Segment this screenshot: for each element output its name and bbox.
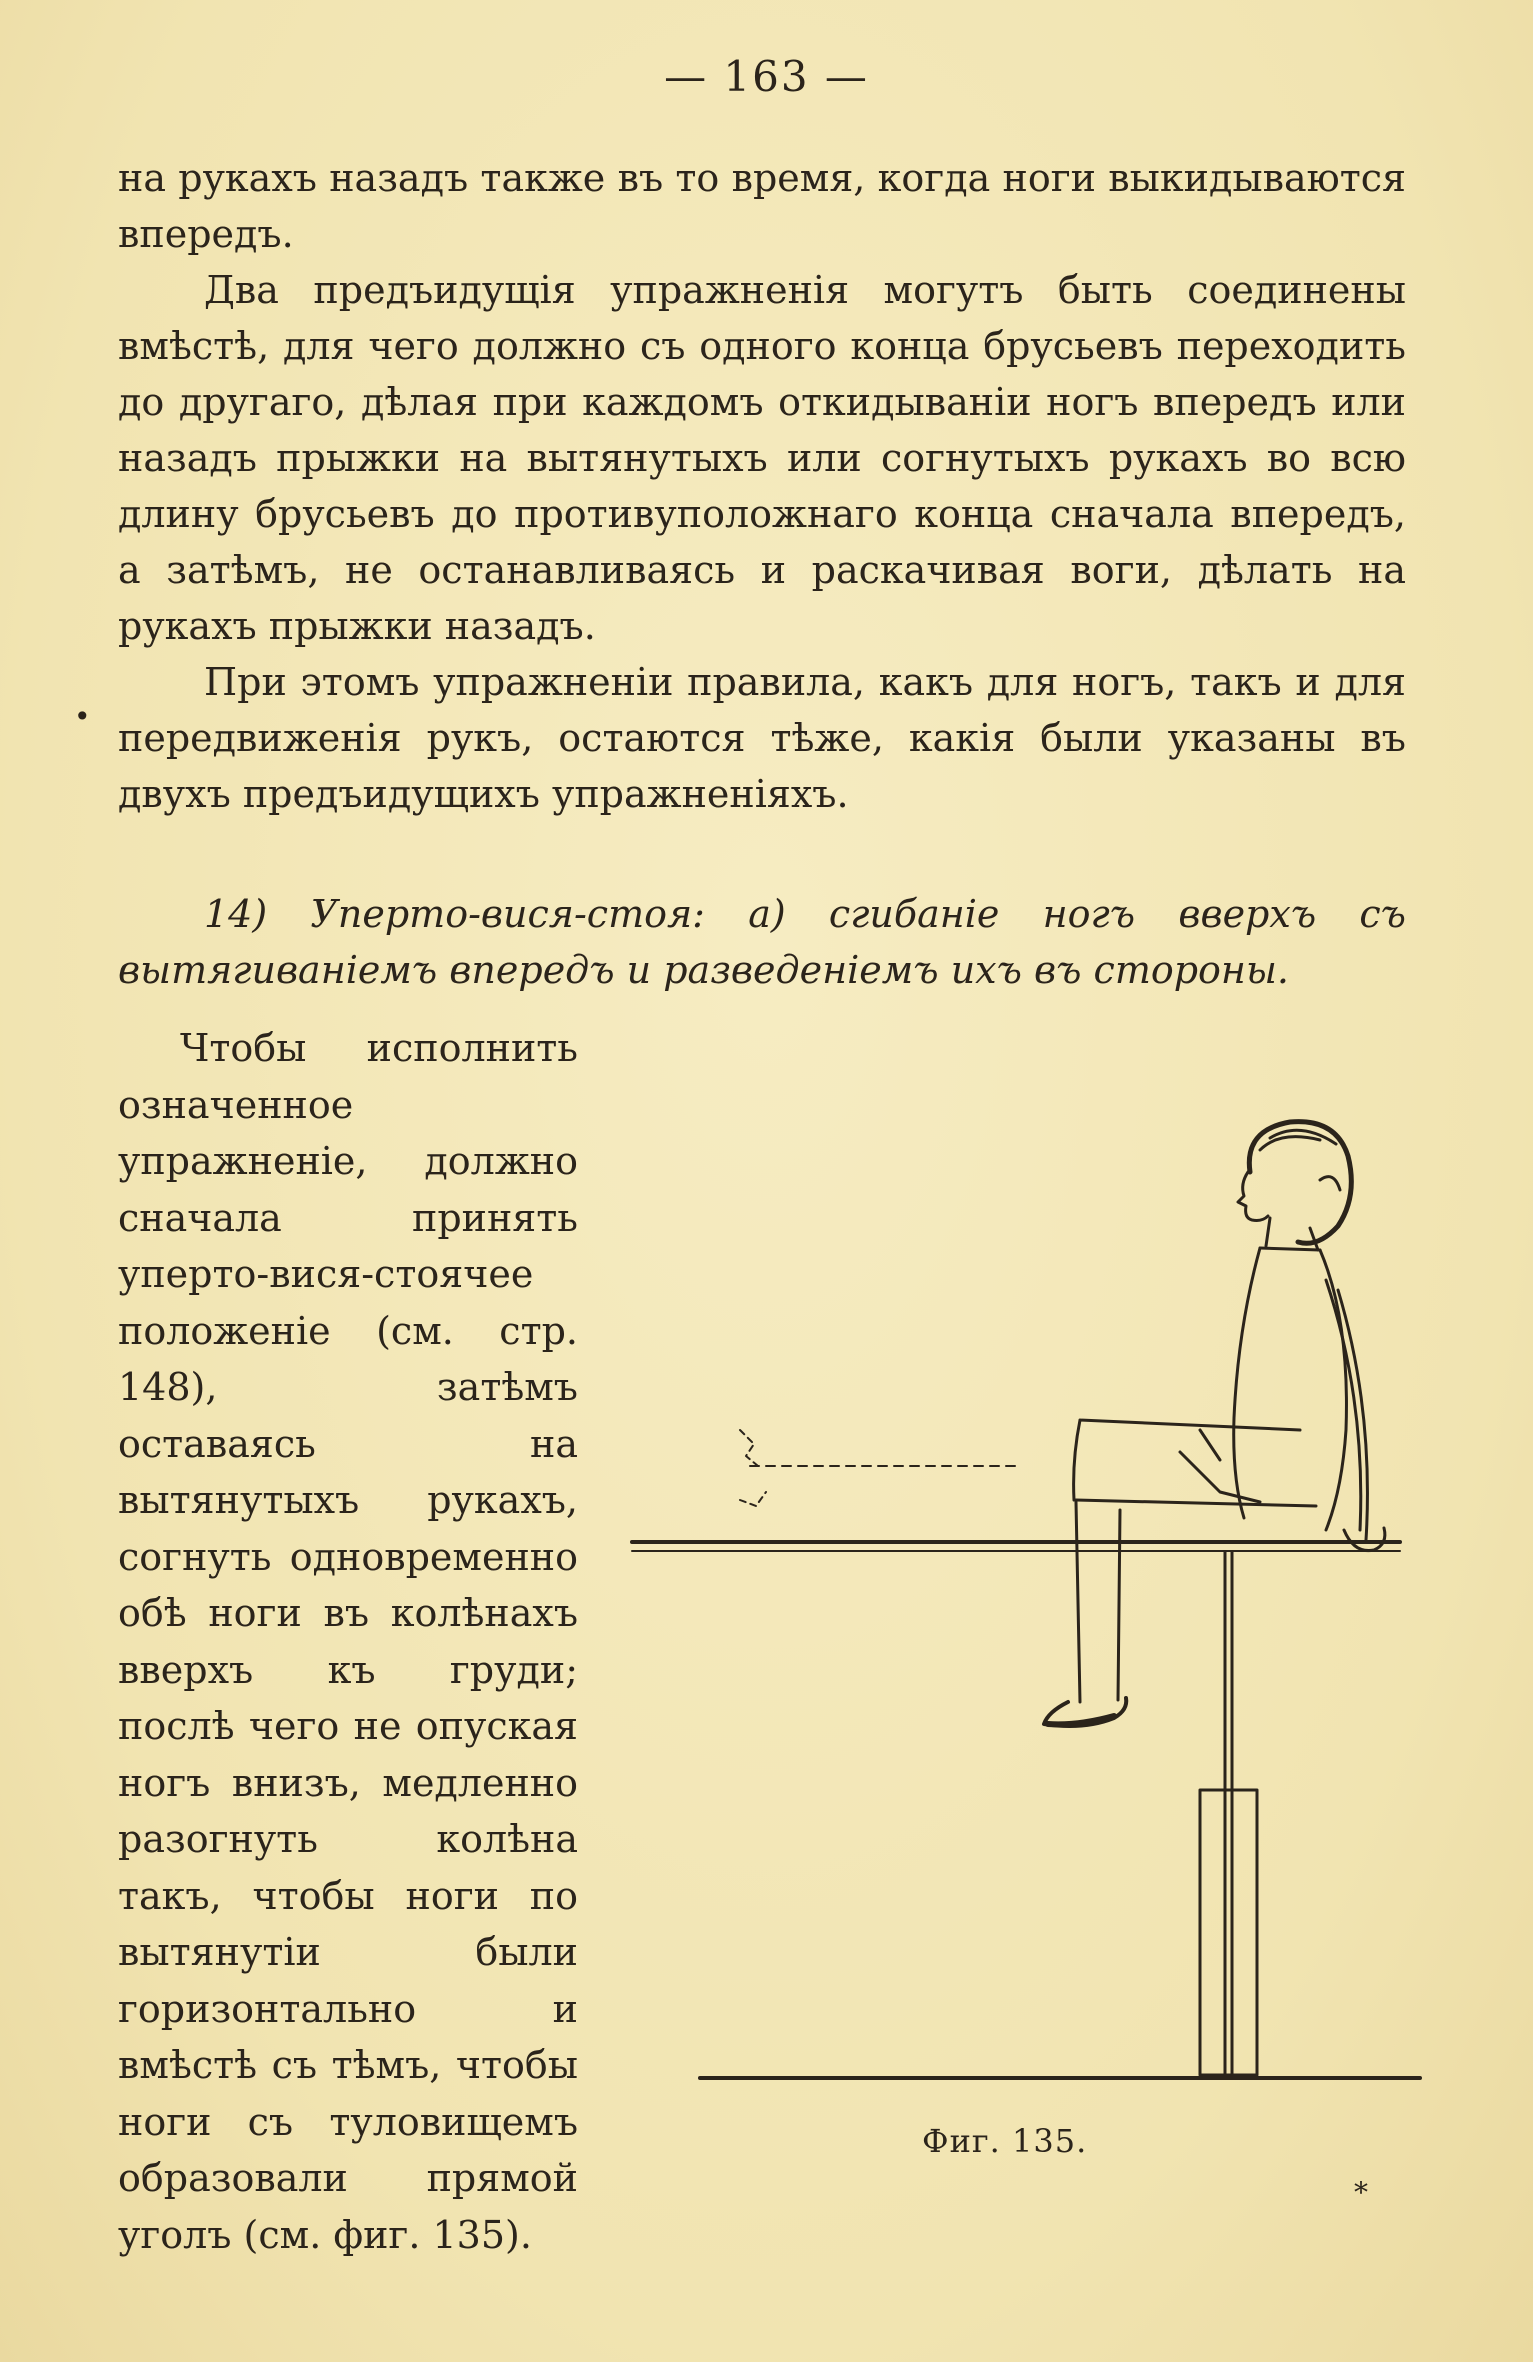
paragraph-rules: При этомъ упражненіи правила, какъ для ногъ, такъ и для передвиженія рукъ, остаются тѣже, какія были указаны въ двухъ предъидущихъ упражненіяхъ. bbox=[118, 660, 1406, 816]
exercise-description bbox=[118, 1020, 578, 2263]
margin-dot: • bbox=[74, 700, 91, 733]
paragraph-continued: на рукахъ назадъ также въ то время, когда ноги выкидываются впередъ. bbox=[118, 156, 1406, 256]
main-text bbox=[118, 150, 1406, 822]
exercise-description-text: Чтобы исполнить означенное упражненіе, должно сначала принять уперто-вися-стоячее положеніе (см. стр. 148), затѣмъ оставаясь на вытянутыхъ рукахъ, согнуть одновременно обѣ ноги въ колѣнахъ вверхъ къ груди; послѣ чего не опуская ногъ внизъ, медленно разогнуть колѣна такъ, чтобы ноги по вытянутіи были горизонтально и вмѣстѣ съ тѣмъ, чтобы ноги съ туловищемъ образовали прямой уголъ (см. фиг. 135). bbox=[118, 1026, 578, 2257]
paragraph-combined-exercises: Два предъидущія упражненія могутъ быть соединены вмѣстѣ, для чего должно съ одного конца брусьевъ переходить до другаго, дѣлая при каждомъ откидываніи ногъ впередъ или назадъ прыжки на вытянутыхъ или согнутыхъ рукахъ во всю длину брусьевъ до противуположнаго конца сначала впередъ, а затѣмъ, не останавливаясь и раскачивая воги, дѣлать на рукахъ прыжки назадъ. bbox=[118, 268, 1406, 648]
figure-caption: Фиг. 135. bbox=[922, 2122, 1088, 2160]
section-heading: 14) Уперто-вися-стоя: а) сгибаніе ногъ вверхъ съ вытягиваніемъ впередъ и разведеніемъ ихъ въ стороны. bbox=[118, 892, 1406, 992]
page-number: — 163 — bbox=[664, 52, 869, 101]
gymnast-figure-illustration bbox=[620, 1090, 1430, 2080]
margin-asterisk: * bbox=[1354, 2176, 1368, 2209]
